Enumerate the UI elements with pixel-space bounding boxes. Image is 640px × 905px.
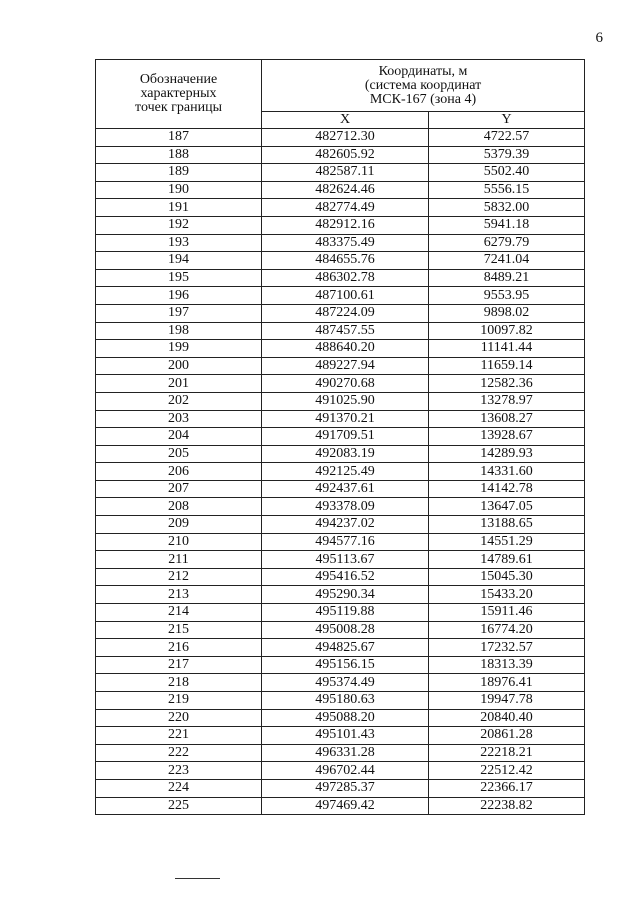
- table-row: [96, 744, 585, 762]
- point-number-cell: 221: [96, 727, 262, 745]
- table-row: [96, 709, 585, 727]
- y-coordinate-cell: 14789.61: [429, 551, 585, 569]
- table-row: [96, 304, 585, 322]
- point-number-cell: 201: [96, 375, 262, 393]
- table-row: [96, 445, 585, 463]
- point-number-cell: 214: [96, 604, 262, 622]
- point-number-cell: 190: [96, 181, 262, 199]
- table-row: [96, 410, 585, 428]
- x-coordinate-cell: 494825.67: [262, 639, 429, 657]
- table-row: [96, 797, 585, 815]
- y-coordinate-cell: 16774.20: [429, 621, 585, 639]
- y-coordinate-cell: 13188.65: [429, 516, 585, 534]
- point-number-cell: 223: [96, 762, 262, 780]
- point-number-cell: 188: [96, 146, 262, 164]
- y-coordinate-cell: 15911.46: [429, 604, 585, 622]
- table-row: [96, 480, 585, 498]
- header-point-line: характерных: [140, 86, 217, 101]
- x-coordinate-cell: 482774.49: [262, 199, 429, 217]
- table-row: [96, 428, 585, 446]
- table-row: [96, 692, 585, 710]
- x-coordinate-cell: 495119.88: [262, 604, 429, 622]
- table-row: [96, 568, 585, 586]
- y-coordinate-cell: 5379.39: [429, 146, 585, 164]
- y-coordinate-cell: 19947.78: [429, 692, 585, 710]
- header-coords-line: Координаты, м: [378, 63, 468, 79]
- point-number-cell: 198: [96, 322, 262, 340]
- table-row: [96, 357, 585, 375]
- point-number-cell: 220: [96, 709, 262, 727]
- y-coordinate-cell: 14289.93: [429, 445, 585, 463]
- table-row: [96, 498, 585, 516]
- y-coordinate-cell: 15433.20: [429, 586, 585, 604]
- point-number-cell: 205: [96, 445, 262, 463]
- x-coordinate-cell: 487100.61: [262, 287, 429, 305]
- y-coordinate-cell: 14551.29: [429, 533, 585, 551]
- point-number-cell: 203: [96, 410, 262, 428]
- table-row: [96, 269, 585, 287]
- x-coordinate-cell: 495088.20: [262, 709, 429, 727]
- x-coordinate-cell: 494577.16: [262, 533, 429, 551]
- table-row: [96, 586, 585, 604]
- x-coordinate-cell: 491709.51: [262, 428, 429, 446]
- point-number-cell: 224: [96, 779, 262, 797]
- x-coordinate-cell: 490270.68: [262, 375, 429, 393]
- x-coordinate-cell: 495180.63: [262, 692, 429, 710]
- y-coordinate-cell: 22238.82: [429, 797, 585, 815]
- point-number-cell: 207: [96, 480, 262, 498]
- point-number-cell: 200: [96, 357, 262, 375]
- y-coordinate-cell: 18313.39: [429, 656, 585, 674]
- x-coordinate-cell: 495374.49: [262, 674, 429, 692]
- x-coordinate-cell: 489227.94: [262, 357, 429, 375]
- table-row: [96, 252, 585, 270]
- y-coordinate-cell: 7241.04: [429, 252, 585, 270]
- table-row: [96, 146, 585, 164]
- point-number-cell: 217: [96, 656, 262, 674]
- x-coordinate-cell: 497285.37: [262, 779, 429, 797]
- table-row: [96, 129, 585, 147]
- coordinates-table: [95, 59, 585, 815]
- table-row: [96, 322, 585, 340]
- table-row: [96, 727, 585, 745]
- x-coordinate-cell: 496331.28: [262, 744, 429, 762]
- table-row: [96, 762, 585, 780]
- y-coordinate-cell: 22218.21: [429, 744, 585, 762]
- x-coordinate-cell: 492083.19: [262, 445, 429, 463]
- point-number-cell: 187: [96, 129, 262, 147]
- point-number-cell: 222: [96, 744, 262, 762]
- y-coordinate-cell: 20861.28: [429, 727, 585, 745]
- x-coordinate-cell: 492437.61: [262, 480, 429, 498]
- point-number-cell: 206: [96, 463, 262, 481]
- x-coordinate-cell: 495101.43: [262, 727, 429, 745]
- point-number-cell: 199: [96, 340, 262, 358]
- point-number-cell: 211: [96, 551, 262, 569]
- y-coordinate-cell: 13647.05: [429, 498, 585, 516]
- table-row: [96, 604, 585, 622]
- y-coordinate-cell: 5502.40: [429, 164, 585, 182]
- table-row: [96, 463, 585, 481]
- header-coords-line: МСК-167 (зона 4): [369, 91, 477, 107]
- footer-divider: [175, 878, 220, 879]
- x-coordinate-cell: 491370.21: [262, 410, 429, 428]
- table-row: [96, 551, 585, 569]
- x-coordinate-cell: 495156.15: [262, 656, 429, 674]
- point-number-cell: 210: [96, 533, 262, 551]
- table-row: [96, 199, 585, 217]
- y-coordinate-cell: 5941.18: [429, 216, 585, 234]
- y-coordinate-cell: 15045.30: [429, 568, 585, 586]
- table-row: [96, 181, 585, 199]
- x-coordinate-cell: 491025.90: [262, 392, 429, 410]
- table-row: [96, 674, 585, 692]
- x-coordinate-cell: 487224.09: [262, 304, 429, 322]
- table-row: [96, 234, 585, 252]
- y-coordinate-cell: 13608.27: [429, 410, 585, 428]
- header-coordinates: [262, 60, 585, 112]
- x-coordinate-cell: 483375.49: [262, 234, 429, 252]
- point-number-cell: 225: [96, 797, 262, 815]
- table-row: [96, 639, 585, 657]
- y-coordinate-cell: 13928.67: [429, 428, 585, 446]
- y-coordinate-cell: 18976.41: [429, 674, 585, 692]
- table-row: [96, 516, 585, 534]
- point-number-cell: 208: [96, 498, 262, 516]
- x-coordinate-cell: 492125.49: [262, 463, 429, 481]
- y-coordinate-cell: 11141.44: [429, 340, 585, 358]
- y-coordinate-cell: 6279.79: [429, 234, 585, 252]
- header-point-line: точек границы: [135, 100, 222, 115]
- header-coords-line: (система координат: [364, 77, 482, 93]
- x-coordinate-cell: 488640.20: [262, 340, 429, 358]
- table-row: [96, 392, 585, 410]
- x-coordinate-cell: 487457.55: [262, 322, 429, 340]
- point-number-cell: 219: [96, 692, 262, 710]
- x-coordinate-cell: 482587.11: [262, 164, 429, 182]
- header-point-designation: [96, 60, 262, 129]
- table-row: [96, 533, 585, 551]
- x-coordinate-cell: 494237.02: [262, 516, 429, 534]
- point-number-cell: 191: [96, 199, 262, 217]
- y-coordinate-cell: 20840.40: [429, 709, 585, 727]
- point-number-cell: 213: [96, 586, 262, 604]
- point-number-cell: 215: [96, 621, 262, 639]
- x-coordinate-cell: 482912.16: [262, 216, 429, 234]
- x-coordinate-cell: 495008.28: [262, 621, 429, 639]
- table-row: [96, 656, 585, 674]
- point-number-cell: 216: [96, 639, 262, 657]
- y-coordinate-cell: 14142.78: [429, 480, 585, 498]
- header-x: X: [262, 112, 429, 129]
- x-coordinate-cell: 495416.52: [262, 568, 429, 586]
- y-coordinate-cell: 12582.36: [429, 375, 585, 393]
- point-number-cell: 204: [96, 428, 262, 446]
- x-coordinate-cell: 484655.76: [262, 252, 429, 270]
- table-row: [96, 216, 585, 234]
- y-coordinate-cell: 4722.57: [429, 129, 585, 147]
- point-number-cell: 195: [96, 269, 262, 287]
- point-number-cell: 192: [96, 216, 262, 234]
- point-number-cell: 209: [96, 516, 262, 534]
- y-coordinate-cell: 22512.42: [429, 762, 585, 780]
- y-coordinate-cell: 9553.95: [429, 287, 585, 305]
- y-coordinate-cell: 11659.14: [429, 357, 585, 375]
- point-number-cell: 212: [96, 568, 262, 586]
- x-coordinate-cell: 482605.92: [262, 146, 429, 164]
- table-row: [96, 164, 585, 182]
- table-row: [96, 287, 585, 305]
- table-row: [96, 375, 585, 393]
- table-row: [96, 340, 585, 358]
- y-coordinate-cell: 22366.17: [429, 779, 585, 797]
- y-coordinate-cell: 17232.57: [429, 639, 585, 657]
- header-point-line: Обозначение: [139, 72, 218, 87]
- point-number-cell: 202: [96, 392, 262, 410]
- point-number-cell: 189: [96, 164, 262, 182]
- y-coordinate-cell: 5832.00: [429, 199, 585, 217]
- point-number-cell: 218: [96, 674, 262, 692]
- x-coordinate-cell: 497469.42: [262, 797, 429, 815]
- x-coordinate-cell: 495113.67: [262, 551, 429, 569]
- point-number-cell: 194: [96, 252, 262, 270]
- y-coordinate-cell: 10097.82: [429, 322, 585, 340]
- x-coordinate-cell: 482624.46: [262, 181, 429, 199]
- x-coordinate-cell: 482712.30: [262, 129, 429, 147]
- table-row: [96, 779, 585, 797]
- point-number-cell: 196: [96, 287, 262, 305]
- point-number-cell: 197: [96, 304, 262, 322]
- x-coordinate-cell: 493378.09: [262, 498, 429, 516]
- y-coordinate-cell: 14331.60: [429, 463, 585, 481]
- y-coordinate-cell: 5556.15: [429, 181, 585, 199]
- y-coordinate-cell: 8489.21: [429, 269, 585, 287]
- x-coordinate-cell: 496702.44: [262, 762, 429, 780]
- page-number: 6: [595, 30, 603, 46]
- y-coordinate-cell: 9898.02: [429, 304, 585, 322]
- header-y: Y: [429, 112, 585, 129]
- point-number-cell: 193: [96, 234, 262, 252]
- table-row: [96, 621, 585, 639]
- y-coordinate-cell: 13278.97: [429, 392, 585, 410]
- x-coordinate-cell: 495290.34: [262, 586, 429, 604]
- x-coordinate-cell: 486302.78: [262, 269, 429, 287]
